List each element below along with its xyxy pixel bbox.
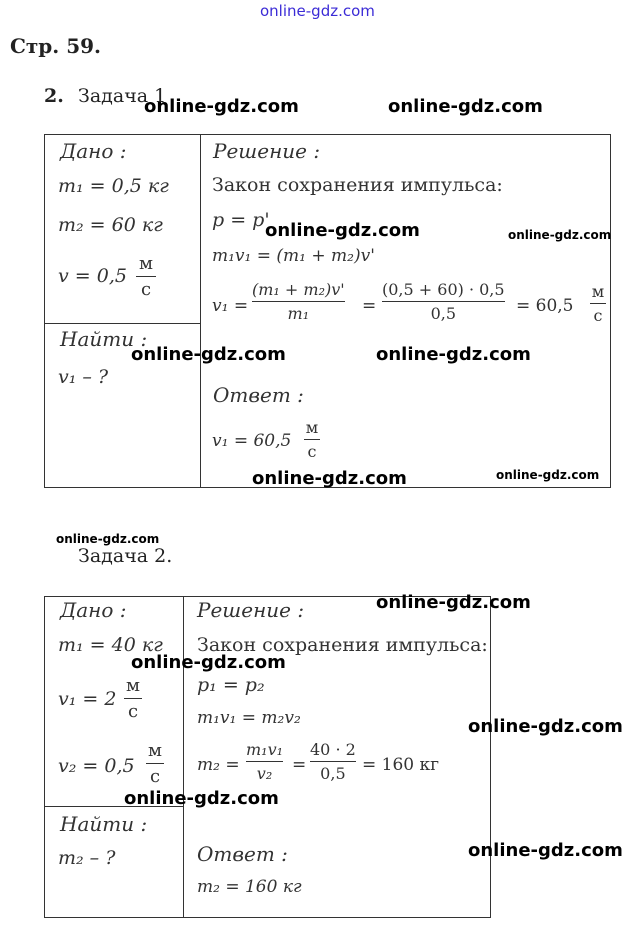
unit-denominator: с	[307, 442, 317, 461]
task2-eq3-result: = 160 кг	[362, 755, 440, 775]
frac-numerator: (m₁ + m₂)v'	[252, 280, 345, 299]
watermark: online-gdz.com	[56, 532, 160, 546]
task1-eq3-result: = 60,5	[516, 296, 574, 316]
task2-given-v1-unit	[124, 675, 142, 722]
task2-answer-header: Ответ :	[197, 842, 288, 866]
unit-numerator: м	[147, 740, 162, 761]
task2-title: Задача 2.	[78, 545, 173, 567]
watermark: online-gdz.com	[376, 344, 531, 365]
frac-denominator: 0,5	[430, 304, 457, 323]
task2-eq2: m₁v₁ = m₂v₂	[197, 708, 301, 728]
watermark: online-gdz.com	[124, 788, 279, 809]
task1-law: Закон сохранения импульса:	[212, 174, 503, 196]
unit-denominator: с	[149, 766, 161, 787]
watermark: online-gdz.com	[388, 96, 543, 117]
watermark: online-gdz.com	[265, 220, 420, 241]
watermark: online-gdz.com	[508, 228, 612, 242]
watermark-top: online-gdz.com	[260, 2, 375, 20]
task2-find: m₂ – ?	[58, 847, 116, 869]
task1-eq2: m₁v₁ = (m₁ + m₂)v'	[212, 246, 375, 266]
unit-numerator: м	[591, 282, 605, 301]
task2-given-m1: m₁ = 40 кг	[58, 634, 163, 656]
task1-solution-header: Решение :	[213, 139, 321, 163]
task2-eq3-left: m₂ =	[197, 755, 240, 775]
task2-answer: m₂ = 160 кг	[197, 877, 302, 897]
unit-denominator: с	[127, 701, 139, 722]
unit-numerator: м	[125, 675, 140, 696]
watermark: online-gdz.com	[131, 652, 286, 673]
task1-answer: v₁ = 60,5	[212, 431, 292, 451]
task1-answer-header: Ответ :	[213, 383, 304, 407]
task2-solution-header: Решение :	[197, 598, 305, 622]
task2-given-v2-unit	[146, 740, 164, 787]
task2-given-header: Дано :	[60, 598, 127, 622]
watermark: online-gdz.com	[376, 592, 531, 613]
watermark: online-gdz.com	[468, 716, 623, 737]
page-label: Стр. 59.	[10, 34, 102, 58]
task1-eq3-unit	[590, 282, 606, 325]
task1-eq3-left: v₁ =	[212, 296, 249, 316]
task1-find-header: Найти :	[60, 327, 148, 351]
task1-divider-v	[200, 134, 201, 488]
task2-eq3-frac1	[246, 740, 283, 783]
task1-eq1: p = p'	[212, 209, 270, 231]
task2-given-v1: v₁ = 2	[58, 688, 117, 710]
task1-divider-h	[44, 323, 201, 324]
item-number: 2.	[44, 85, 64, 107]
task1-answer-unit	[304, 418, 320, 461]
watermark: online-gdz.com	[144, 96, 299, 117]
watermark: online-gdz.com	[496, 468, 600, 482]
task1-given-m1: m₁ = 0,5 кг	[58, 175, 169, 197]
task2-eq3-frac2	[310, 740, 356, 783]
frac-denominator: v₂	[256, 764, 273, 783]
task1-find: v₁ – ?	[58, 366, 109, 388]
task1-given-m2: m₂ = 60 кг	[58, 214, 163, 236]
watermark: online-gdz.com	[131, 344, 286, 365]
frac-denominator: m₁	[287, 304, 310, 323]
watermark: online-gdz.com	[468, 840, 623, 861]
frac-numerator: (0,5 + 60) · 0,5	[382, 280, 505, 299]
task2-find-header: Найти :	[60, 812, 148, 836]
task2-divider-v	[183, 596, 184, 918]
task1-eq3-frac1	[252, 280, 345, 323]
task2-given-v2: v₂ = 0,5	[58, 755, 135, 777]
task1-title: Задача 1	[78, 85, 167, 107]
unit-numerator: м	[138, 253, 153, 274]
task2-eq1: p₁ = p₂	[197, 674, 265, 696]
task1-eq3-frac2	[382, 280, 505, 323]
unit-numerator: м	[305, 418, 319, 437]
frac-numerator: m₁v₁	[246, 740, 284, 759]
frac-numerator: 40 · 2	[310, 740, 356, 759]
watermark: online-gdz.com	[252, 468, 407, 489]
task1-eq3-equals: =	[362, 296, 377, 316]
frac-denominator: 0,5	[320, 764, 346, 783]
task1-given-header: Дано :	[60, 139, 127, 163]
task1-given-v: v = 0,5	[58, 265, 127, 287]
task2-law: Закон сохранения импульса:	[197, 634, 488, 656]
unit-denominator: с	[140, 279, 152, 300]
unit-denominator: с	[593, 306, 603, 325]
task2-eq3-equals: =	[292, 755, 307, 775]
task1-given-unit	[136, 253, 156, 300]
